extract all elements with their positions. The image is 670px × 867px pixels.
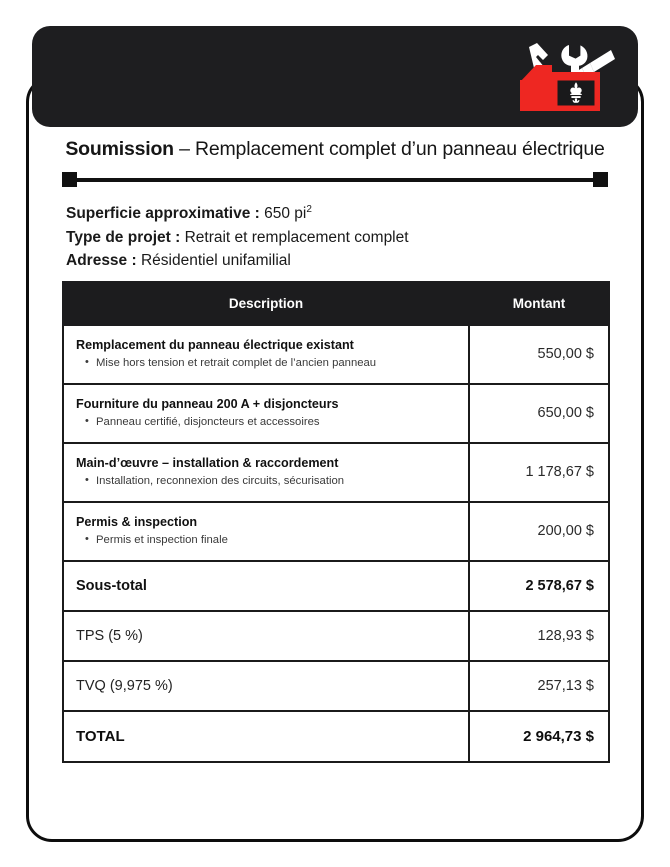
summary-label: TOTAL [63,711,469,762]
page-title-rest: – Remplacement complet d’un panneau électrique [173,138,605,160]
line-item-amount: 650,00 $ [469,384,609,443]
line-item-description [63,325,469,384]
column-header-amount: Montant [469,282,609,325]
line-item-description [63,502,469,561]
line-item-details [76,533,456,548]
quote-table-header [63,282,609,325]
line-item-detail: • Panneau certifié, disjoncteurs et accessoires [96,415,456,430]
header-band [32,26,638,127]
table-row [63,443,609,502]
table-row-summary [63,611,609,661]
quote-table-body [63,325,609,762]
summary-amount: 257,13 $ [469,661,609,711]
meta-project-type-value: Retrait et remplacement complet [184,228,409,246]
project-meta [66,198,606,273]
summary-label: TVQ (9,975 %) [63,661,469,711]
summary-label: Sous-total [63,561,469,611]
line-item-title: Permis & inspection [76,515,198,529]
meta-area-unit-exponent: 2 [306,204,312,215]
line-item-detail: • Installation, reconnexion des circuits, sécurisation [96,474,456,489]
table-row [63,325,609,384]
table-header-row [63,282,609,325]
page-title-strong: Soumission [65,138,174,160]
table-row [63,502,609,561]
summary-amount: 2 578,67 $ [469,561,609,611]
line-item-details [76,356,456,371]
divider-bar [62,178,608,182]
table-row-summary [63,561,609,611]
meta-address [66,249,606,273]
meta-area [66,198,606,226]
line-item-title: Remplacement du panneau électrique existant [76,338,354,352]
line-item-amount: 200,00 $ [469,502,609,561]
title-divider [62,172,608,188]
page-title [26,136,644,162]
line-item-detail: • Permis et inspection finale [96,533,456,548]
line-item-title: Fourniture du panneau 200 A + disjoncteurs [76,397,339,411]
table-row-summary [63,661,609,711]
column-header-description: Description [63,282,469,325]
table-row-summary [63,711,609,762]
toolbox-tools-fleur-de-lis-logo [512,38,616,118]
meta-address-label: Adresse : [66,252,137,270]
line-item-description [63,384,469,443]
divider-cap-right [593,172,608,187]
summary-amount: 2 964,73 $ [469,711,609,762]
summary-amount: 128,93 $ [469,611,609,661]
divider-cap-left [62,172,77,187]
meta-project-type [66,226,606,250]
line-item-details [76,415,456,430]
meta-area-label: Superficie approximative : [66,205,260,223]
meta-project-type-label: Type de projet : [66,228,181,246]
line-item-amount: 550,00 $ [469,325,609,384]
table-row [63,384,609,443]
line-item-detail: • Mise hors tension et retrait complet de l’ancien panneau [96,356,456,371]
line-item-title: Main-d’œuvre – installation & raccordement [76,456,339,470]
line-item-description [63,443,469,502]
meta-address-value: Résidentiel unifamilial [140,252,291,270]
quote-table [62,281,610,763]
line-item-details [76,474,456,489]
line-item-amount: 1 178,67 $ [469,443,609,502]
summary-label: TPS (5 %) [63,611,469,661]
meta-area-value: 650 pi [264,205,307,223]
